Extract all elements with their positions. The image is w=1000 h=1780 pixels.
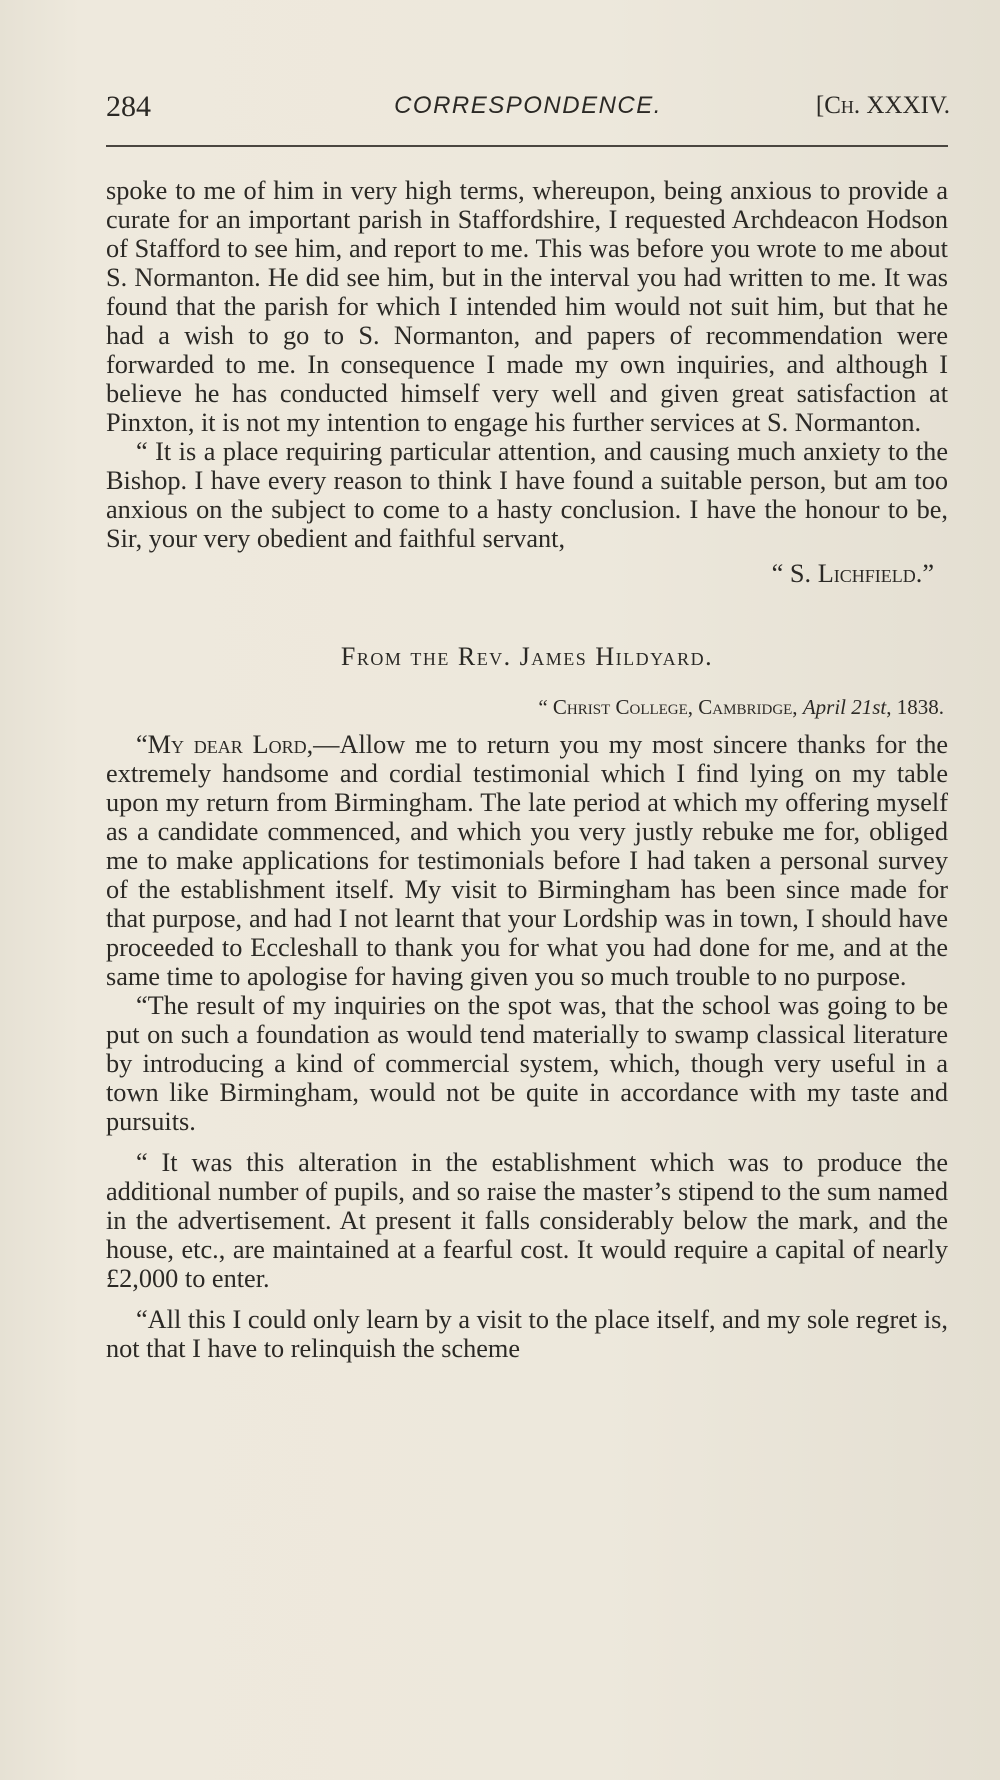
header-rule: [106, 145, 948, 147]
paragraph-4: “The result of my inquiries on the spot was, that the school was going to be put on such a foundation as would tend materially to swamp classical literature by introducing a kind of commercial system, which, though very useful in a town like Birmingham, would not be quite in accordance with my taste and pursuits.: [106, 991, 948, 1136]
page-body: [106, 176, 948, 1363]
running-title: CORRESPONDENCE.: [394, 92, 662, 119]
salutation: “My dear Lord,: [136, 730, 314, 759]
page-header: [106, 90, 950, 130]
paragraph-6: “All this I could only learn by a visit to the place itself, and my sole regret is, not that I have to relinquish the scheme: [106, 1305, 948, 1363]
letter-signature: “ S. Lichfield.”: [771, 559, 934, 588]
paragraph-1: spoke to me of him in very high terms, whereupon, being anxious to provide a curate for an important parish in Staffordshire, I requested Archdeacon Hodson of Stafford to see him, and report to me. This was before you wrote to me about S. Normanton. He did see him, but in the interval you had written to me. It was found that the parish for which I intended him would not suit him, but that he had a wish to go to S. Normanton, and papers of recommendation were forwarded to me. In consequence I made my own inquiries, and although I believe he has conducted himself very well and given great satisfaction at Pinxton, it is not my intention to engage his further services at S. Normanton.: [106, 176, 948, 437]
letter-dateline: [106, 693, 948, 722]
paragraph-2: “ It is a place requiring particular attention, and causing much anxiety to the Bishop. I have every reason to think I have found a suitable person, but am too anxious on the subject to come to a hasty conclusion. I have the honour to be, Sir, your very obedient and faithful servant,: [106, 437, 948, 553]
letter-heading: From the Rev. James Hildyard.: [340, 642, 714, 671]
dateline-year: , 1838.: [886, 695, 944, 719]
paragraph-3-text: —Allow me to return you my most sincere thanks for the extremely handsome and cordial testimonial which I find lying on my table upon my return from Birmingham. The late period at which my offering myself as a candidate commenced, and which you very justly rebuke me for, obliged me to make applications for testimonials before I had taken a personal survey of the establishment itself. My visit to Birmingham has been since made for that purpose, and had I not learnt that your Lordship was in town, I should have proceeded to Eccleshall to thank you for what you had done for me, and at the same time to apologise for having given you so much trouble to no purpose.: [106, 730, 949, 991]
page-number: 284: [106, 90, 151, 123]
chapter-reference: [Ch. XXXIV.: [815, 92, 950, 119]
dateline-place: “ Christ College, Cambridge,: [538, 695, 803, 719]
dateline-date: April 21st: [802, 695, 887, 719]
paragraph-5: “ It was this alteration in the establishment which was to produce the additional number of pupils, and so raise the master’s stipend to the sum named in the advertisement. At present it falls considerably below the mark, and the house, etc., are maintained at a fearful cost. It would require a capital of nearly £2,000 to enter.: [106, 1148, 948, 1293]
paragraph-3: [106, 730, 948, 991]
